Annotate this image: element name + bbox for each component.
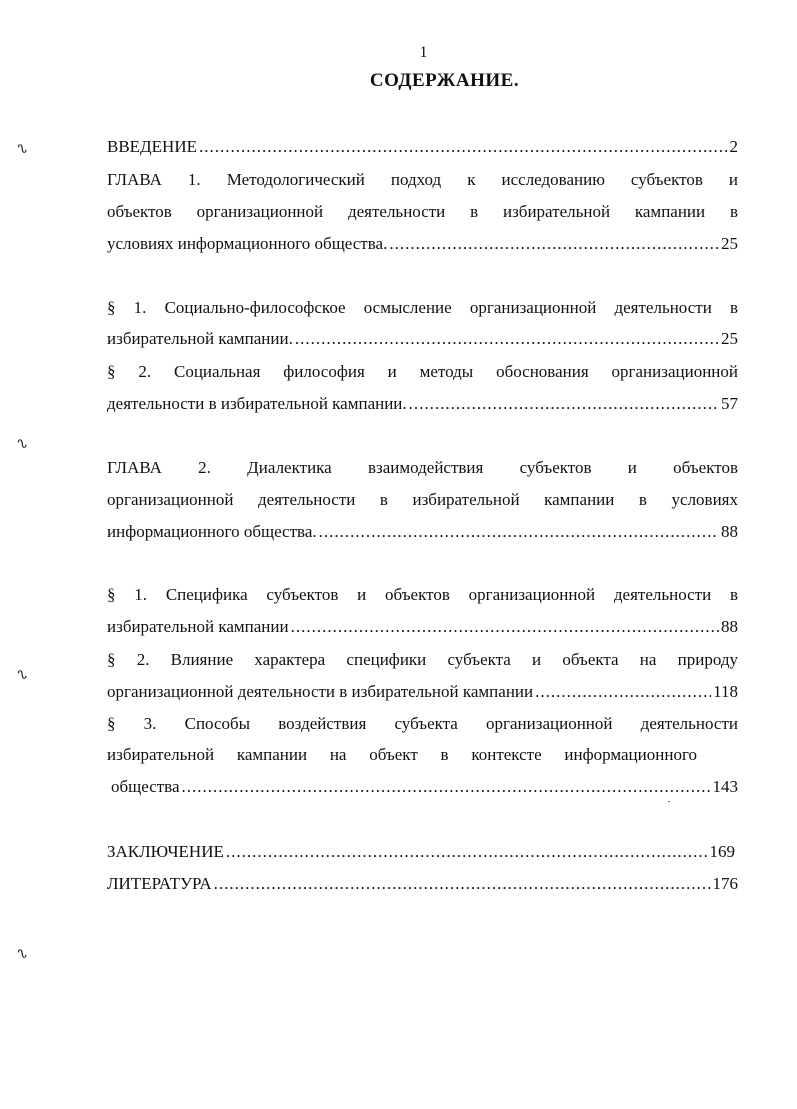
- toc-chapter-1-line-1[interactable]: ГЛАВА 1. Методологический подход к исследованию субъектов и: [107, 170, 738, 189]
- toc-section-2-1-line-1[interactable]: § 1. Специфика субъектов и объектов организационной деятельности в: [107, 585, 738, 604]
- toc-section-2-2-line-2[interactable]: [107, 680, 738, 704]
- toc-section-2-3-line-3[interactable]: [111, 775, 738, 799]
- toc-entry-label: избирательной кампании.: [107, 329, 293, 348]
- toc-chapter-1-line-3[interactable]: [107, 232, 738, 256]
- page-number: 1: [419, 44, 428, 61]
- dot-leader: [389, 232, 719, 256]
- toc-chapter-2-line-2[interactable]: организационной деятельности в избирательной кампании в условиях: [107, 490, 738, 509]
- dot-leader: [182, 775, 711, 799]
- toc-chapter-1-line-2[interactable]: объектов организационной деятельности в избирательной кампании в: [107, 202, 738, 221]
- dot-leader: [291, 615, 719, 639]
- toc-chapter-2-line-3[interactable]: [107, 520, 738, 544]
- dot-leader: [319, 520, 719, 544]
- toc-entry-label: информационного общества.: [107, 522, 317, 541]
- toc-section-2-3-line-1[interactable]: § 3. Способы воздействия субъекта организационной деятельности: [107, 714, 738, 733]
- toc-section-1-1-line-1[interactable]: § 1. Социально-философское осмысление организационной деятельности в: [107, 298, 738, 317]
- toc-entry-label: избирательной кампании: [107, 617, 289, 636]
- toc-page-number: 143: [712, 777, 738, 796]
- toc-entry-label: ЗАКЛЮЧЕНИЕ: [107, 842, 224, 861]
- toc-section-2-1-line-2[interactable]: [107, 615, 738, 639]
- margin-punch-mark: ᔐ: [16, 436, 28, 452]
- toc-entry-label: общества: [111, 777, 180, 796]
- toc-entry-label: ВВЕДЕНИЕ: [107, 137, 197, 156]
- page-title: СОДЕРЖАНИЕ.: [369, 70, 520, 91]
- toc-entry-label: ЛИТЕРАТУРА: [107, 874, 212, 893]
- toc-page-number: 169: [709, 842, 735, 861]
- toc-page-number: 176: [712, 874, 738, 893]
- toc-section-1-1-line-2[interactable]: [107, 327, 738, 351]
- toc-entry-conclusion[interactable]: [107, 840, 735, 864]
- dot-leader: [199, 135, 728, 159]
- toc-entry-literature[interactable]: [107, 872, 738, 896]
- margin-punch-mark: ᔐ: [16, 667, 28, 683]
- dot-leader: [214, 872, 711, 896]
- toc-page-number: 118: [713, 682, 738, 701]
- scan-speck: [668, 801, 670, 802]
- dot-leader: [295, 327, 719, 351]
- toc-page-number: 25: [721, 329, 738, 348]
- toc-page-number: 88: [721, 617, 738, 636]
- toc-entry-intro[interactable]: [107, 135, 738, 159]
- toc-entry-label: условиях информационного общества.: [107, 234, 388, 253]
- toc-entry-label: деятельности в избирательной кампании.: [107, 394, 407, 413]
- margin-punch-mark: ᔐ: [16, 946, 28, 962]
- toc-section-2-3-line-2[interactable]: [107, 743, 697, 767]
- toc-entry-label: организационной деятельности в избирательной кампании: [107, 682, 534, 701]
- dot-leader: [409, 392, 719, 416]
- toc-page-number: 57: [721, 394, 738, 413]
- toc-page-number: 25: [721, 234, 738, 253]
- toc-section-2-2-line-1[interactable]: § 2. Влияние характера специфики субъекта и объекта на природу: [107, 650, 738, 669]
- dot-leader: [535, 680, 711, 704]
- dot-leader: [226, 840, 708, 864]
- toc-page-number: 2: [729, 137, 738, 156]
- toc-section-1-2-line-2[interactable]: [107, 392, 738, 416]
- toc-section-1-2-line-1[interactable]: § 2. Социальная философия и методы обоснования организационной: [107, 362, 738, 381]
- toc-page-number: 88: [721, 522, 738, 541]
- toc-chapter-2-line-1[interactable]: ГЛАВА 2. Диалектика взаимодействия субъектов и объектов: [107, 458, 738, 477]
- margin-punch-mark: ᔐ: [16, 141, 28, 157]
- toc-entry-text: избирательной кампании на объект в контексте информационного: [107, 745, 697, 764]
